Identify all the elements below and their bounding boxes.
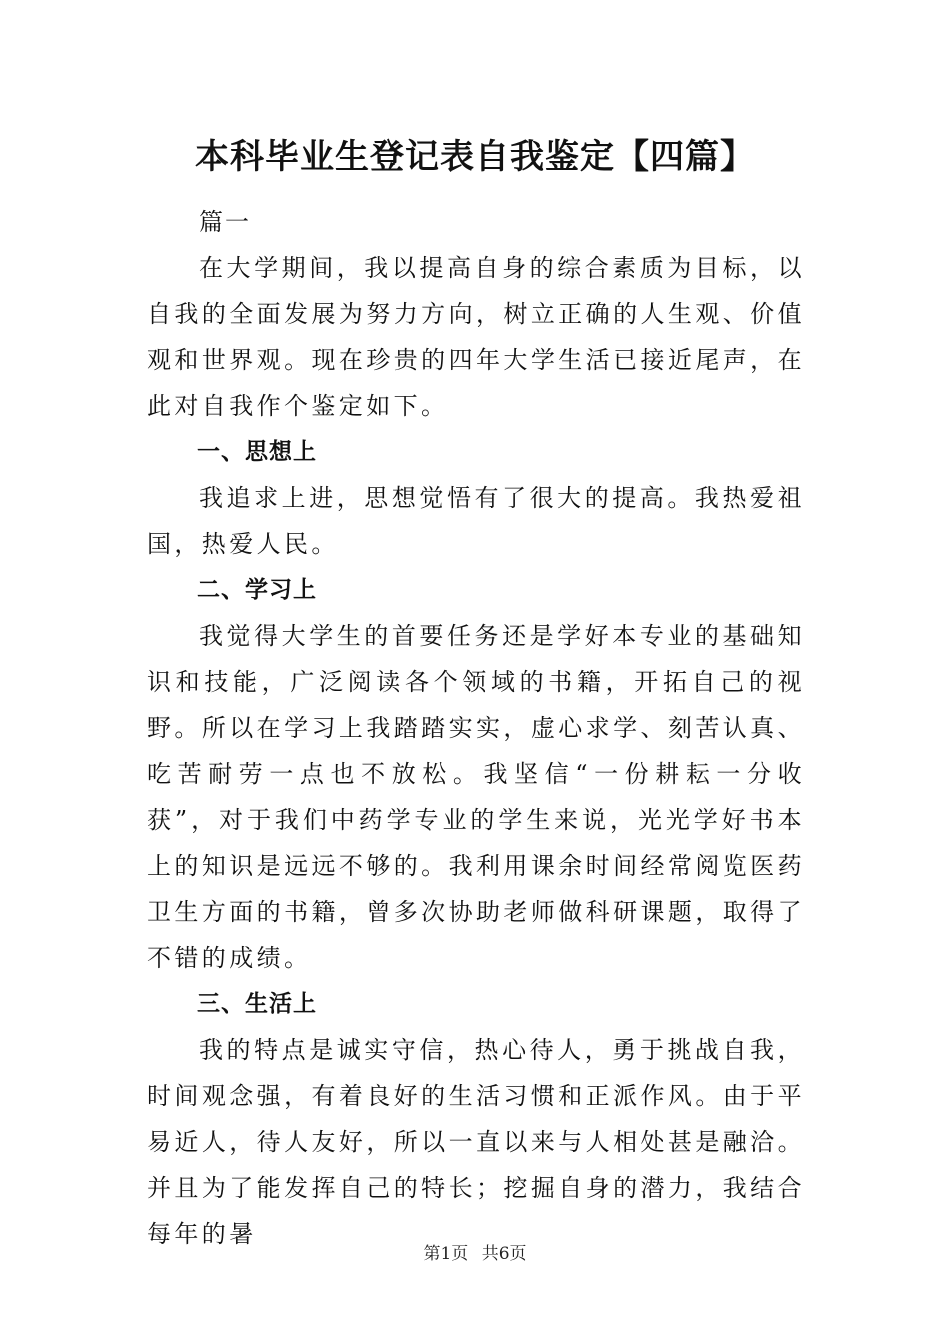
paragraph-thought: 我追求上进，思想觉悟有了很大的提高。我热爱祖国，热爱人民。 [147,484,805,558]
page-footer [0,1243,950,1265]
paragraph-life: 我的特点是诚实守信，热心待人，勇于挑战自我，时间观念强，有着良好的生活习惯和正派作风。由于平易近人，待人友好，所以一直以来与人相处甚是融洽。并且为了能发挥自己的特长；挖掘自身的潜力，我结合每年的暑 [147,1036,805,1248]
heading-thought: 一、思想上 [197,439,317,465]
page-number: 第1页 [423,1244,469,1264]
section-label: 篇一 [199,208,251,236]
document-title: 本科毕业生登记表自我鉴定【四篇】 [195,137,755,177]
heading-study: 二、学习上 [197,577,317,603]
page-total: 共6页 [481,1244,527,1264]
document-body [147,199,805,1257]
heading-life: 三、生活上 [197,991,317,1017]
intro-paragraph: 在大学期间，我以提高自身的综合素质为目标，以自我的全面发展为努力方向，树立正确的人生观、价值观和世界观。现在珍贵的四年大学生活已接近尾声，在此对自我作个鉴定如下。 [147,254,805,420]
paragraph-study: 我觉得大学生的首要任务还是学好本专业的基础知识和技能，广泛阅读各个领域的书籍，开拓自己的视野。所以在学习上我踏踏实实，虚心求学、刻苦认真、吃苦耐劳一点也不放松。我坚信“一份耕耘一分收获”，对于我们中药学专业的学生来说，光光学好书本上的知识是远远不够的。我利用课余时间经常阅览医药卫生方面的书籍，曾多次协助老师做科研课题，取得了不错的成绩。 [147,622,805,972]
